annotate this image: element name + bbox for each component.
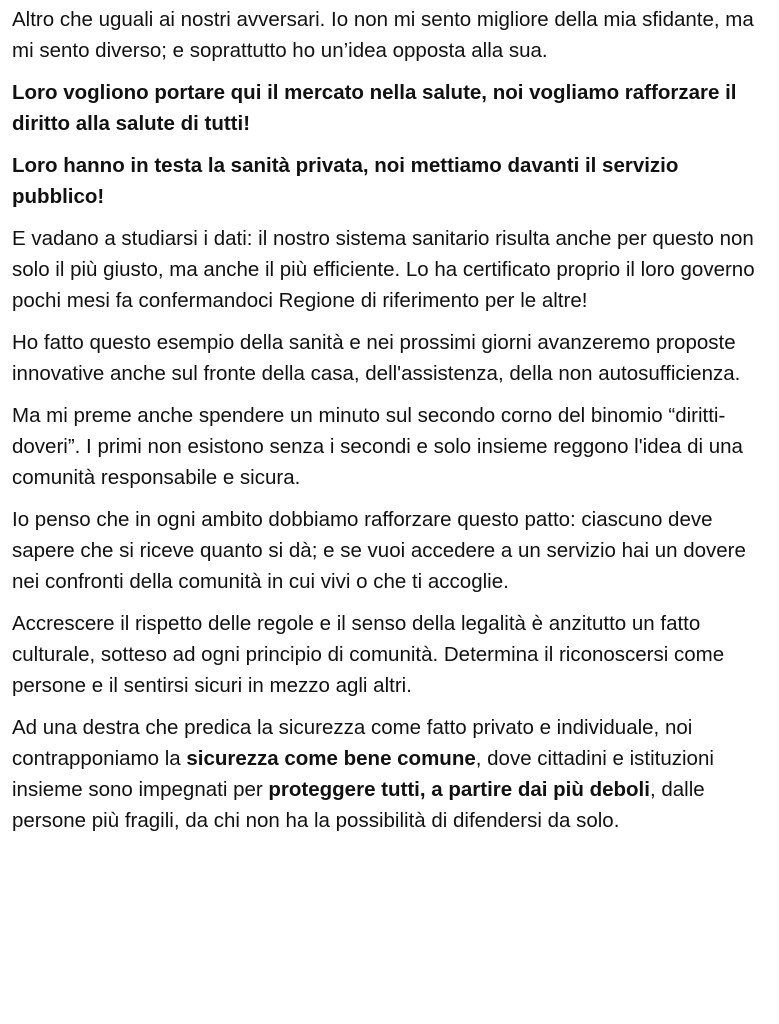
paragraph-security xyxy=(12,712,772,836)
paragraph-health-market: Loro vogliono portare qui il mercato nella salute, noi vogliamo rafforzare il diritto alla salute di tutti! xyxy=(12,81,737,135)
document-body xyxy=(12,4,772,847)
paragraph-opponents: Altro che uguali ai nostri avversari. Io non mi sento migliore della mia sfidante, ma mi sento diverso; e soprattutto ho un’idea opposta alla sua. xyxy=(12,8,754,62)
security-emphasis-common-good: sicurezza come bene comune xyxy=(186,747,476,770)
security-text-2: , dove cittadini e istituzioni insieme sono impegnati per xyxy=(12,747,714,801)
paragraph-legality: Accrescere il rispetto delle regole e il senso della legalità è anzitutto un fatto culturale, sotteso ad ogni principio di comunità. Determina il riconoscersi come persone e il sentirsi sicuri in mezzo agli altri. xyxy=(12,612,725,697)
security-emphasis-protect-all: proteggere tutti, a partire dai più deboli xyxy=(268,778,650,801)
paragraph-pact: Io penso che in ogni ambito dobbiamo rafforzare questo patto: ciascuno deve sapere che si riceve quanto si dà; e se vuoi accedere a un servizio hai un dovere nei confronti della comunità in cui vivi o che ti accoglie. xyxy=(12,508,746,593)
paragraph-public-service: Loro hanno in testa la sanità privata, noi mettiamo davanti il servizio pubblico! xyxy=(12,154,679,208)
paragraph-rights-duties: Ma mi preme anche spendere un minuto sul secondo corno del binomio “diritti-doveri”. I primi non esistono senza i secondi e solo insieme reggono l'idea di una comunità responsabile e sicura. xyxy=(12,404,743,489)
paragraph-health-data: E vadano a studiarsi i dati: il nostro sistema sanitario risulta anche per questo non solo il più giusto, ma anche il più efficiente. Lo ha certificato proprio il loro governo pochi mesi fa confermandoci Regione di riferimento per le altre! xyxy=(12,227,755,312)
paragraph-proposals: Ho fatto questo esempio della sanità e nei prossimi giorni avanzeremo proposte innovative anche sul fronte della casa, dell'assistenza, della non autosufficienza. xyxy=(12,331,741,385)
security-text-3: , dalle persone più fragili, da chi non ha la possibilità di difendersi da solo. xyxy=(12,778,705,832)
security-text-1: Ad una destra che predica la sicurezza come fatto privato e individuale, noi contrapponiamo la xyxy=(12,716,693,770)
